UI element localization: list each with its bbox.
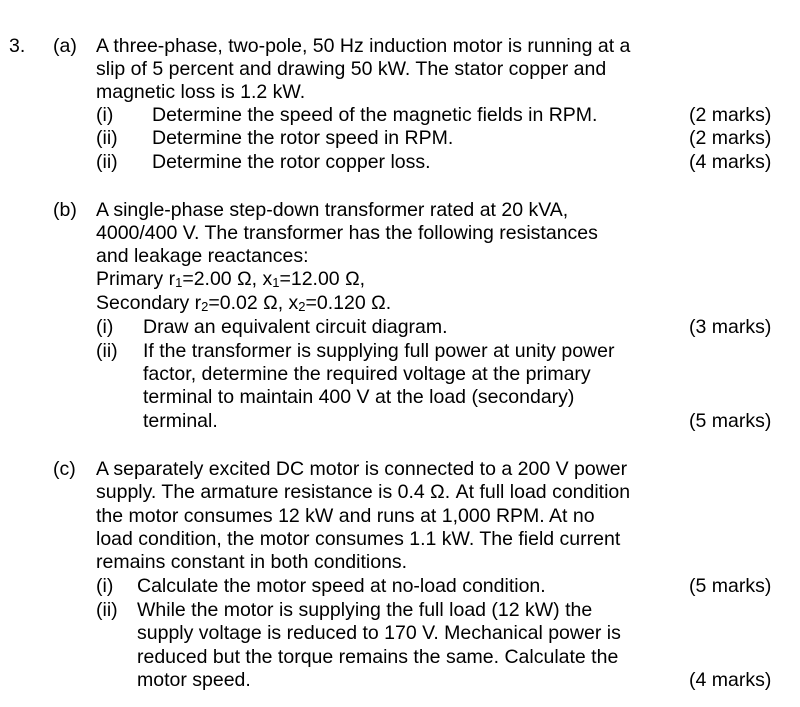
part-a-subpart-label: (i) (96, 104, 114, 126)
part-a-label: (a) (53, 35, 77, 57)
part-b-subpart-text: terminal. (143, 410, 218, 432)
part-b-subpart-text: Draw an equivalent circuit diagram. (143, 316, 448, 338)
part-c-subpart-label: (i) (96, 575, 114, 597)
part-c-stem-line: A separately excited DC motor is connected to a 200 V power (96, 458, 628, 480)
marks-label: (5 marks) (689, 575, 772, 597)
part-a-subpart-text: Determine the rotor copper loss. (152, 151, 431, 173)
secondary-parameters: Secondary $r_2=0.02$ Ω, $x_2=0.120$ Ω. (96, 292, 392, 314)
part-c-stem-line: the motor consumes 12 kW and runs at 1,000 RPM. At no (96, 505, 595, 527)
part-c-subpart-text: supply voltage is reduced to 170 V. Mechanical power is (137, 622, 621, 644)
marks-label: (3 marks) (689, 316, 772, 338)
part-c-stem-line: load condition, the motor consumes 1.1 kW. The field current (96, 528, 621, 550)
part-b-subpart-text: terminal to maintain 400 V at the load (secondary) (143, 386, 575, 408)
marks-label: (5 marks) (689, 410, 772, 432)
part-b-subpart-label: (i) (96, 316, 114, 338)
part-c-subpart-text: Calculate the motor speed at no-load condition. (137, 575, 546, 597)
part-b-stem-line: A single-phase step-down transformer rated at 20 kVA, (96, 199, 569, 221)
part-b-subpart-text: If the transformer is supplying full power at unity power (143, 340, 615, 362)
primary-parameters: Primary $r_1=2.00$ Ω, $x_1=12.00$ Ω, (96, 268, 366, 290)
part-b-stem-line: and leakage reactances: (96, 245, 309, 267)
marks-label: (4 marks) (689, 151, 772, 173)
part-b-stem-line: 4000/400 V. The transformer has the following resistances (96, 222, 598, 244)
part-a-subpart-text: Determine the speed of the magnetic fields in RPM. (152, 104, 598, 126)
part-a-stem-line: slip of 5 percent and drawing 50 kW. The stator copper and (96, 58, 607, 80)
marks-label: (2 marks) (689, 104, 772, 126)
part-c-subpart-label: (ii) (96, 599, 118, 621)
marks-label: (4 marks) (689, 669, 772, 691)
part-c-label: (c) (53, 458, 76, 480)
part-a-subpart-text: Determine the rotor speed in RPM. (152, 127, 454, 149)
question-number: 3. (9, 35, 26, 57)
part-c-subpart-text: While the motor is supplying the full load (12 kW) the (137, 599, 593, 621)
part-a-stem-line: magnetic loss is 1.2 kW. (96, 81, 306, 103)
part-b-subpart-text: factor, determine the required voltage at the primary (143, 363, 591, 385)
part-a-stem-line: A three-phase, two-pole, 50 Hz induction motor is running at a (96, 35, 631, 57)
part-c-subpart-text: motor speed. (137, 669, 251, 691)
part-a-subpart-label: (ii) (96, 151, 118, 173)
part-a-subpart-label: (ii) (96, 127, 118, 149)
part-b-label: (b) (53, 199, 77, 221)
part-c-stem-line: remains constant in both conditions. (96, 551, 408, 573)
part-b-subpart-label: (ii) (96, 340, 118, 362)
part-c-stem-line: supply. The armature resistance is 0.4 Ω. At full load condition (96, 481, 631, 503)
part-c-subpart-text: reduced but the torque remains the same. Calculate the (137, 646, 619, 668)
marks-label: (2 marks) (689, 127, 772, 149)
